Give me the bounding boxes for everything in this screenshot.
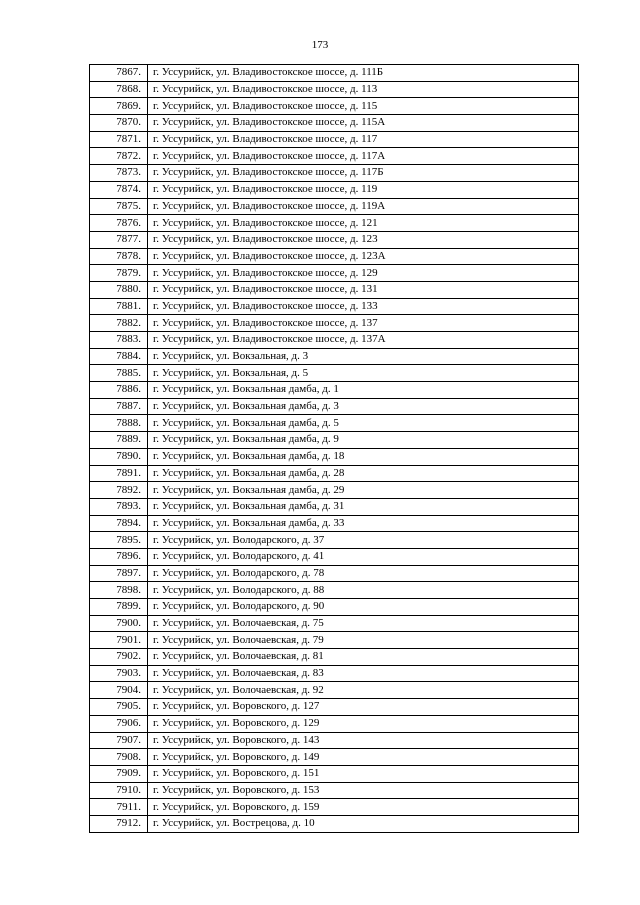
page-number: 173	[311, 39, 329, 51]
address-cell: г. Уссурийск, ул. Владивостокское шоссе, д. 117	[148, 131, 579, 148]
table-row	[90, 515, 579, 532]
address-cell: г. Уссурийск, ул. Воровского, д. 127	[148, 699, 579, 716]
row-number: 7904.	[90, 682, 148, 699]
address-cell: г. Уссурийск, ул. Володарского, д. 41	[148, 548, 579, 565]
row-number: 7909.	[90, 765, 148, 782]
row-number: 7897.	[90, 565, 148, 582]
table-row	[90, 682, 579, 699]
row-number: 7903.	[90, 665, 148, 682]
row-number: 7882.	[90, 315, 148, 332]
row-number: 7886.	[90, 382, 148, 399]
address-cell: г. Уссурийск, ул. Владивостокское шоссе, д. 137	[148, 315, 579, 332]
address-cell: г. Уссурийск, ул. Владивостокское шоссе, д. 111Б	[148, 65, 579, 82]
address-cell: г. Уссурийск, ул. Владивостокское шоссе, д. 119	[148, 181, 579, 198]
address-cell: г. Уссурийск, ул. Владивостокское шоссе, д. 119А	[148, 198, 579, 215]
row-number: 7908.	[90, 749, 148, 766]
address-cell: г. Уссурийск, ул. Владивостокское шоссе, д. 123А	[148, 248, 579, 265]
table-row	[90, 315, 579, 332]
address-cell: г. Уссурийск, ул. Владивостокское шоссе, д. 131	[148, 281, 579, 298]
row-number: 7881.	[90, 298, 148, 315]
row-number: 7905.	[90, 699, 148, 716]
table-row	[90, 382, 579, 399]
address-cell: г. Уссурийск, ул. Володарского, д. 88	[148, 582, 579, 599]
row-number: 7871.	[90, 131, 148, 148]
table-row	[90, 615, 579, 632]
table-row	[90, 215, 579, 232]
table-row	[90, 148, 579, 165]
row-number: 7898.	[90, 582, 148, 599]
row-number: 7885.	[90, 365, 148, 382]
table-row	[90, 348, 579, 365]
row-number: 7872.	[90, 148, 148, 165]
row-number: 7892.	[90, 482, 148, 499]
table-row	[90, 448, 579, 465]
row-number: 7875.	[90, 198, 148, 215]
address-cell: г. Уссурийск, ул. Воровского, д. 159	[148, 799, 579, 816]
row-number: 7889.	[90, 432, 148, 449]
table-row	[90, 665, 579, 682]
table-row	[90, 365, 579, 382]
row-number: 7870.	[90, 115, 148, 132]
address-table	[89, 64, 579, 833]
address-cell: г. Уссурийск, ул. Владивостокское шоссе, д. 113	[148, 81, 579, 98]
address-cell: г. Уссурийск, ул. Вокзальная дамба, д. 3	[148, 398, 579, 415]
row-number: 7869.	[90, 98, 148, 115]
table-row	[90, 715, 579, 732]
address-cell: г. Уссурийск, ул. Володарского, д. 78	[148, 565, 579, 582]
address-cell: г. Уссурийск, ул. Воровского, д. 151	[148, 765, 579, 782]
table-row	[90, 548, 579, 565]
address-table-body	[90, 65, 579, 833]
address-cell: г. Уссурийск, ул. Вокзальная дамба, д. 31	[148, 498, 579, 515]
row-number: 7877.	[90, 231, 148, 248]
address-cell: г. Уссурийск, ул. Воровского, д. 153	[148, 782, 579, 799]
row-number: 7911.	[90, 799, 148, 816]
row-number: 7888.	[90, 415, 148, 432]
table-row	[90, 298, 579, 315]
row-number: 7893.	[90, 498, 148, 515]
address-cell: г. Уссурийск, ул. Владивостокское шоссе, д. 117А	[148, 148, 579, 165]
address-cell: г. Уссурийск, ул. Володарского, д. 90	[148, 599, 579, 616]
table-row	[90, 398, 579, 415]
row-number: 7879.	[90, 265, 148, 282]
address-cell: г. Уссурийск, ул. Владивостокское шоссе, д. 121	[148, 215, 579, 232]
row-number: 7899.	[90, 599, 148, 616]
row-number: 7912.	[90, 815, 148, 832]
table-row	[90, 815, 579, 832]
table-row	[90, 782, 579, 799]
address-cell: г. Уссурийск, ул. Владивостокское шоссе, д. 133	[148, 298, 579, 315]
table-row	[90, 281, 579, 298]
table-row	[90, 198, 579, 215]
table-row	[90, 415, 579, 432]
address-cell: г. Уссурийск, ул. Воровского, д. 143	[148, 732, 579, 749]
row-number: 7900.	[90, 615, 148, 632]
table-row	[90, 699, 579, 716]
table-row	[90, 115, 579, 132]
table-row	[90, 732, 579, 749]
row-number: 7878.	[90, 248, 148, 265]
address-cell: г. Уссурийск, ул. Владивостокское шоссе, д. 115	[148, 98, 579, 115]
address-cell: г. Уссурийск, ул. Владивостокское шоссе, д. 129	[148, 265, 579, 282]
row-number: 7868.	[90, 81, 148, 98]
table-row	[90, 432, 579, 449]
row-number: 7874.	[90, 181, 148, 198]
address-cell: г. Уссурийск, ул. Вострецова, д. 10	[148, 815, 579, 832]
table-row	[90, 498, 579, 515]
table-row	[90, 332, 579, 349]
address-cell: г. Уссурийск, ул. Вокзальная дамба, д. 1	[148, 382, 579, 399]
row-number: 7880.	[90, 281, 148, 298]
table-row	[90, 248, 579, 265]
address-cell: г. Уссурийск, ул. Воровского, д. 129	[148, 715, 579, 732]
table-row	[90, 465, 579, 482]
row-number: 7910.	[90, 782, 148, 799]
table-row	[90, 599, 579, 616]
table-row	[90, 98, 579, 115]
address-cell: г. Уссурийск, ул. Волочаевская, д. 75	[148, 615, 579, 632]
address-cell: г. Уссурийск, ул. Волочаевская, д. 83	[148, 665, 579, 682]
address-cell: г. Уссурийск, ул. Вокзальная, д. 3	[148, 348, 579, 365]
row-number: 7876.	[90, 215, 148, 232]
address-cell: г. Уссурийск, ул. Вокзальная дамба, д. 29	[148, 482, 579, 499]
row-number: 7906.	[90, 715, 148, 732]
address-cell: г. Уссурийск, ул. Вокзальная дамба, д. 5	[148, 415, 579, 432]
table-row	[90, 532, 579, 549]
address-cell: г. Уссурийск, ул. Волочаевская, д. 81	[148, 649, 579, 666]
table-row	[90, 131, 579, 148]
row-number: 7896.	[90, 548, 148, 565]
row-number: 7867.	[90, 65, 148, 82]
table-row	[90, 765, 579, 782]
table-row	[90, 749, 579, 766]
address-cell: г. Уссурийск, ул. Вокзальная, д. 5	[148, 365, 579, 382]
row-number: 7907.	[90, 732, 148, 749]
row-number: 7887.	[90, 398, 148, 415]
address-cell: г. Уссурийск, ул. Волочаевская, д. 92	[148, 682, 579, 699]
table-row	[90, 165, 579, 182]
row-number: 7902.	[90, 649, 148, 666]
row-number: 7891.	[90, 465, 148, 482]
table-row	[90, 799, 579, 816]
table-row	[90, 649, 579, 666]
address-cell: г. Уссурийск, ул. Владивостокское шоссе, д. 137А	[148, 332, 579, 349]
row-number: 7901.	[90, 632, 148, 649]
table-row	[90, 565, 579, 582]
address-cell: г. Уссурийск, ул. Вокзальная дамба, д. 33	[148, 515, 579, 532]
row-number: 7890.	[90, 448, 148, 465]
table-row	[90, 231, 579, 248]
table-row	[90, 265, 579, 282]
table-row	[90, 181, 579, 198]
address-cell: г. Уссурийск, ул. Владивостокское шоссе, д. 123	[148, 231, 579, 248]
row-number: 7883.	[90, 332, 148, 349]
address-cell: г. Уссурийск, ул. Владивостокское шоссе, д. 117Б	[148, 165, 579, 182]
row-number: 7884.	[90, 348, 148, 365]
table-row	[90, 482, 579, 499]
table-row	[90, 65, 579, 82]
row-number: 7895.	[90, 532, 148, 549]
table-row	[90, 81, 579, 98]
table-row	[90, 632, 579, 649]
row-number: 7894.	[90, 515, 148, 532]
table-row	[90, 582, 579, 599]
address-cell: г. Уссурийск, ул. Волочаевская, д. 79	[148, 632, 579, 649]
address-cell: г. Уссурийск, ул. Володарского, д. 37	[148, 532, 579, 549]
address-cell: г. Уссурийск, ул. Вокзальная дамба, д. 28	[148, 465, 579, 482]
address-cell: г. Уссурийск, ул. Вокзальная дамба, д. 9	[148, 432, 579, 449]
address-cell: г. Уссурийск, ул. Владивостокское шоссе, д. 115А	[148, 115, 579, 132]
address-cell: г. Уссурийск, ул. Вокзальная дамба, д. 18	[148, 448, 579, 465]
row-number: 7873.	[90, 165, 148, 182]
address-cell: г. Уссурийск, ул. Воровского, д. 149	[148, 749, 579, 766]
